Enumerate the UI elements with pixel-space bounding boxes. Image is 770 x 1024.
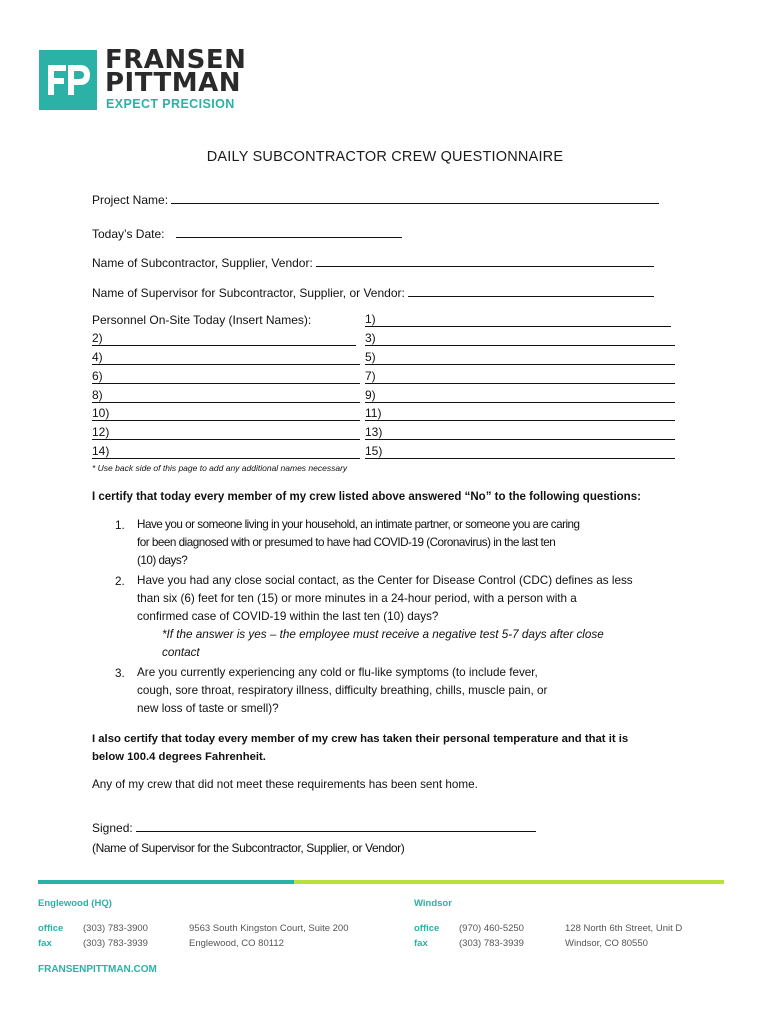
subcontractor-name-label: Name of Subcontractor, Supplier, Vendor: bbox=[92, 256, 313, 270]
temperature-certification bbox=[92, 730, 628, 766]
englewood-heading: Englewood (HQ) bbox=[38, 898, 112, 909]
windsor-heading: Windsor bbox=[414, 898, 452, 909]
signed-label: Signed: bbox=[92, 821, 133, 835]
certify-heading: I certify that today every member of my crew listed above answered “No” to the following questions: bbox=[92, 491, 641, 503]
signature-field bbox=[92, 820, 536, 835]
englewood-fax-label: fax bbox=[38, 938, 52, 949]
subcontractor-name-input[interactable] bbox=[316, 255, 654, 267]
personnel-line-10[interactable]: 10) bbox=[92, 407, 360, 421]
question-1-number: 1. bbox=[115, 519, 125, 532]
personnel-line-4[interactable]: 4) bbox=[92, 351, 360, 365]
personnel-line-15[interactable]: 15) bbox=[365, 445, 675, 459]
supervisor-name-field bbox=[92, 285, 654, 300]
supervisor-name-label: Name of Supervisor for Subcontractor, Supplier, or Vendor: bbox=[92, 286, 405, 300]
question-3-line-2: cough, sore throat, respiratory illness, difficulty breathing, chills, muscle pain, or bbox=[137, 684, 548, 697]
subcontractor-name-field bbox=[92, 255, 654, 270]
personnel-line-7[interactable]: 7) bbox=[365, 370, 675, 384]
question-2-note-line-1: *If the answer is yes – the employee must receive a negative test 5-7 days after close bbox=[162, 628, 604, 641]
todays-date-label: Today’s Date: bbox=[92, 227, 165, 241]
logo-name-line1: FRANSEN bbox=[105, 45, 247, 75]
question-2-note-line-2: contact bbox=[162, 646, 200, 659]
question-3-line-1: Are you currently experiencing any cold or flu-like symptoms (to include fever, bbox=[137, 666, 538, 679]
question-3-line-3: new loss of taste or smell)? bbox=[137, 702, 279, 715]
personnel-line-9[interactable]: 9) bbox=[365, 389, 675, 403]
personnel-line-8[interactable]: 8) bbox=[92, 389, 360, 403]
question-1-line-1: Have you or someone living in your household, an intimate partner, or someone you are caring bbox=[137, 518, 580, 531]
englewood-address-line-2: Englewood, CO 80112 bbox=[189, 938, 284, 949]
question-1-text bbox=[137, 516, 580, 570]
personnel-line-2[interactable]: 2) bbox=[92, 332, 356, 346]
question-2-line-1: Have you had any close social contact, as the Center for Disease Control (CDC) defines as less bbox=[137, 574, 633, 587]
signed-caption: (Name of Supervisor for the Subcontractor, Supplier, or Vendor) bbox=[92, 841, 405, 855]
personnel-label: Personnel On-Site Today (Insert Names): bbox=[92, 313, 312, 327]
question-1-line-3: (10) days? bbox=[137, 554, 188, 567]
windsor-fax-phone: (303) 783-3939 bbox=[459, 938, 524, 949]
footer-bar-teal bbox=[38, 880, 294, 884]
englewood-fax-phone: (303) 783-3939 bbox=[83, 938, 148, 949]
footer-bar-green bbox=[294, 880, 724, 884]
project-name-field bbox=[92, 192, 659, 207]
question-2-line-2: than six (6) feet for ten (15) or more minutes in a 24-hour period, with a person with a bbox=[137, 592, 577, 605]
question-2-number: 2. bbox=[115, 575, 125, 588]
englewood-office-phone[interactable]: (303) 783-3900 bbox=[83, 923, 148, 934]
temperature-cert-line-1: I also certify that today every member of my crew has taken their personal temperature and that it is bbox=[92, 733, 629, 745]
personnel-line-1[interactable]: 1) bbox=[365, 313, 671, 327]
logo-tagline: EXPECT PRECISION bbox=[106, 97, 235, 111]
todays-date-field bbox=[92, 226, 402, 241]
back-side-note: * Use back side of this page to add any additional names necessary bbox=[92, 463, 348, 473]
windsor-office-label: office bbox=[414, 923, 440, 934]
question-2-line-3: confirmed case of COVID-19 within the last ten (10) days? bbox=[137, 610, 439, 623]
windsor-office-phone[interactable]: (970) 460-5250 bbox=[459, 923, 524, 934]
windsor-address-line-2: Windsor, CO 80550 bbox=[565, 938, 648, 949]
project-name-input[interactable] bbox=[171, 192, 659, 204]
personnel-line-11[interactable]: 11) bbox=[365, 407, 675, 421]
personnel-line-13[interactable]: 13) bbox=[365, 426, 675, 440]
personnel-line-5[interactable]: 5) bbox=[365, 351, 675, 365]
logo-mark-icon bbox=[39, 50, 97, 110]
todays-date-input[interactable] bbox=[176, 226, 402, 238]
supervisor-name-input[interactable] bbox=[408, 285, 654, 297]
question-2-text bbox=[137, 572, 633, 662]
logo-name-line2: PITTMAN bbox=[105, 68, 242, 98]
project-name-label: Project Name: bbox=[92, 193, 169, 207]
sent-home-statement: Any of my crew that did not meet these requirements has been sent home. bbox=[92, 778, 478, 791]
personnel-line-3[interactable]: 3) bbox=[365, 332, 675, 346]
personnel-line-14[interactable]: 14) bbox=[92, 445, 360, 459]
website-link[interactable]: FRANSENPITTMAN.COM bbox=[38, 964, 157, 975]
englewood-office-label: office bbox=[38, 923, 64, 934]
englewood-address-line-1: 9563 South Kingston Court, Suite 200 bbox=[189, 923, 349, 934]
question-1-line-2: for been diagnosed with or presumed to have had COVID-19 (Coronavirus) in the last ten bbox=[137, 536, 556, 549]
windsor-fax-label: fax bbox=[414, 938, 428, 949]
personnel-line-6[interactable]: 6) bbox=[92, 370, 360, 384]
page-title: DAILY SUBCONTRACTOR CREW QUESTIONNAIRE bbox=[206, 149, 564, 165]
question-3-text bbox=[137, 664, 547, 718]
temperature-cert-line-2: below 100.4 degrees Fahrenheit. bbox=[92, 751, 266, 763]
windsor-address-line-1: 128 North 6th Street, Unit D bbox=[565, 923, 683, 934]
question-3-number: 3. bbox=[115, 667, 125, 680]
personnel-line-12[interactable]: 12) bbox=[92, 426, 360, 440]
signature-input[interactable] bbox=[136, 820, 536, 832]
